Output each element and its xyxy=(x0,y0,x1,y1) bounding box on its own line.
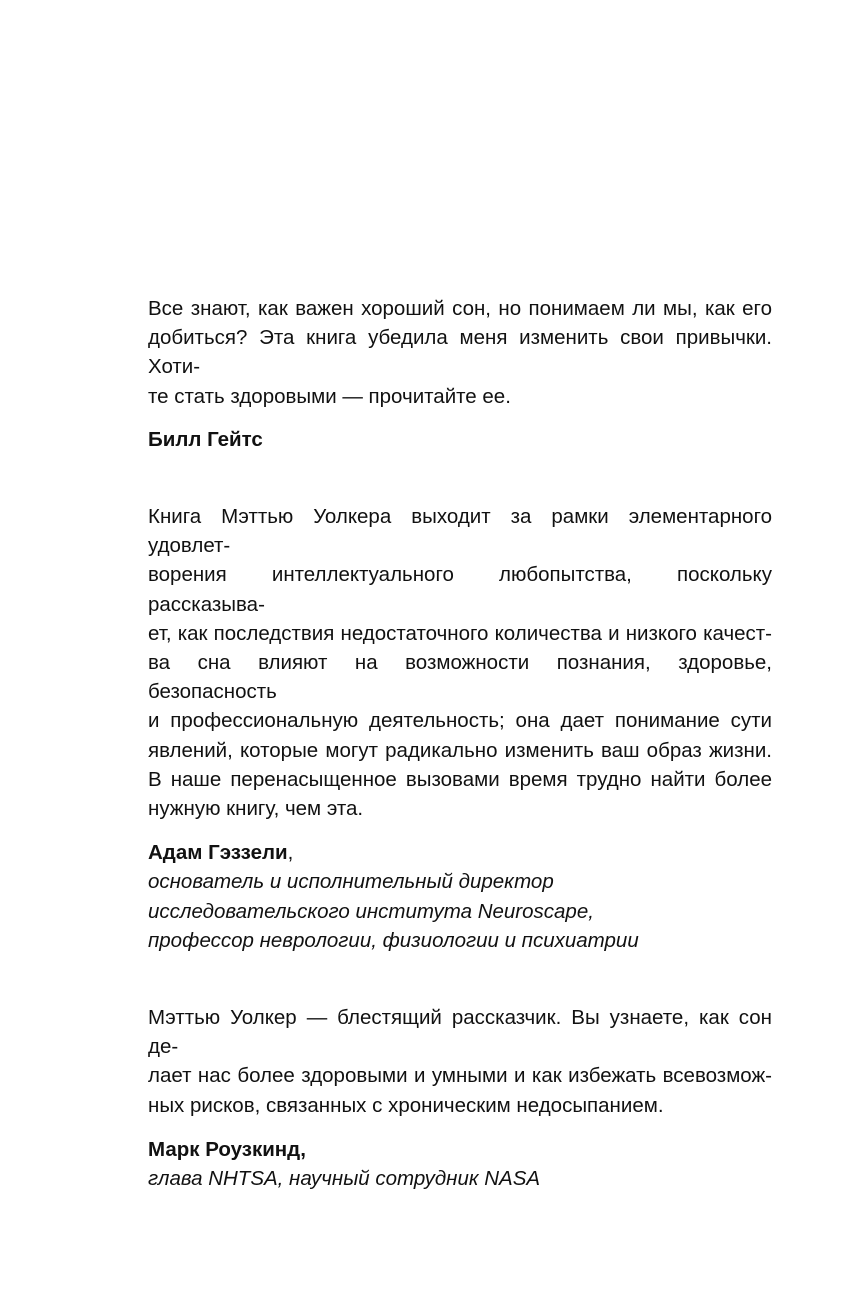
quote-line: и профессиональную деятельность; она дает понимание сути xyxy=(148,709,772,733)
quote-line: Все знают, как важен хороший сон, но понимаем ли мы, как его xyxy=(148,297,772,320)
quote-line: те стать здоровыми — прочитайте ее. xyxy=(148,384,511,408)
endorsement-quote xyxy=(148,502,772,823)
author-role-line: профессор неврологии, физиологии и психиатрии xyxy=(148,928,639,952)
quote-line: ва сна влияют на возможности познания, здоровье, безопасность xyxy=(148,651,772,704)
quote-line: ворения интеллектуального любопытства, поскольку рассказыва- xyxy=(148,563,772,616)
author-name: Билл Гейтс xyxy=(148,427,263,451)
author-role-line: основатель и исполнительный директор xyxy=(148,870,554,894)
quote-line: Книга Мэттью Уолкера выходит за рамки элементарного удовлет- xyxy=(148,505,772,558)
endorsement-author xyxy=(148,425,772,454)
endorsement-quote xyxy=(148,1003,772,1120)
quote-line: добиться? Эта книга убедила меня изменить свои привычки. Хоти- xyxy=(148,326,772,379)
author-name: Адам Гэззели xyxy=(148,841,288,865)
endorsement-adam-gazzaley xyxy=(148,502,772,955)
quote-line: ет, как последствия недостаточного количества и низкого качест- xyxy=(148,621,772,645)
quote-line: нужную книгу, чем эта. xyxy=(148,797,364,821)
author-suffix: , xyxy=(287,841,294,865)
author-name: Марк Роузкинд, xyxy=(148,1137,306,1161)
author-role-line: глава NHTSA, научный сотрудник NASA xyxy=(148,1167,541,1191)
endorsement-quote xyxy=(148,294,772,411)
quote-line: лает нас более здоровыми и умными и как избежать всевозмож- xyxy=(148,1064,772,1088)
endorsements-page xyxy=(148,294,772,1193)
quote-line: В наше перенасыщенное вызовами время трудно найти более xyxy=(148,767,772,791)
quote-line: Мэттью Уолкер — блестящий рассказчик. Вы узнаете, как сон де- xyxy=(148,1006,772,1059)
endorsement-author xyxy=(148,1135,772,1164)
author-role-line: исследовательского института Neuroscape, xyxy=(148,899,594,923)
endorsement-bill-gates xyxy=(148,294,772,454)
quote-line: явлений, которые могут радикально изменить ваш образ жизни. xyxy=(148,738,772,762)
endorsement-mark-rosekind xyxy=(148,1003,772,1193)
endorsement-author xyxy=(148,838,772,867)
quote-line: ных рисков, связанных с хроническим недосыпанием. xyxy=(148,1093,664,1117)
